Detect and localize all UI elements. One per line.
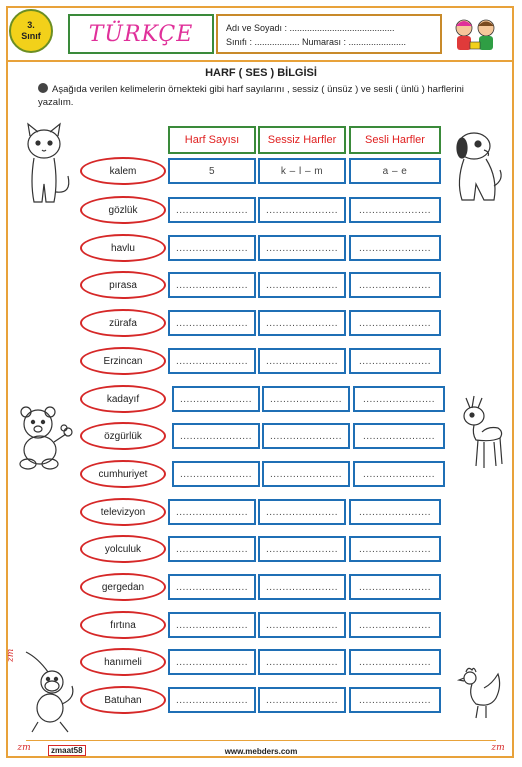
grade-badge xyxy=(9,9,53,53)
grade-number: 3. xyxy=(27,20,35,30)
answer-cell[interactable]: ...................... xyxy=(168,348,256,374)
answer-cell[interactable]: ...................... xyxy=(168,272,256,298)
word-oval: pırasa xyxy=(80,271,166,299)
word-oval: fırtına xyxy=(80,611,166,639)
answer-cell[interactable]: ...................... xyxy=(168,574,256,600)
answer-cell[interactable]: ...................... xyxy=(349,536,441,562)
answer-cell[interactable]: ...................... xyxy=(349,574,441,600)
answer-cell[interactable]: ...................... xyxy=(353,461,445,487)
instruction-text xyxy=(38,83,500,109)
answer-cell[interactable]: ...................... xyxy=(349,687,441,713)
footer-divider xyxy=(26,740,496,741)
word-oval: televizyon xyxy=(80,498,166,526)
answer-cell[interactable]: ...................... xyxy=(258,310,346,336)
word-oval: cumhuriyet xyxy=(80,460,166,488)
subject-title: TÜRKÇE xyxy=(88,21,194,47)
kids-illustration xyxy=(444,14,506,54)
answer-cell[interactable]: ...................... xyxy=(258,499,346,525)
word-oval: zürafa xyxy=(80,309,166,337)
deer-illustration xyxy=(452,392,508,474)
teddy-bear-illustration xyxy=(14,404,76,470)
answer-cell[interactable]: ...................... xyxy=(353,386,445,412)
answer-cell[interactable]: ...................... xyxy=(168,687,256,713)
answer-cell[interactable]: ...................... xyxy=(349,499,441,525)
author-tag: zmaat58 xyxy=(48,745,86,756)
answer-cell[interactable]: ...................... xyxy=(349,612,441,638)
answer-cell[interactable]: ...................... xyxy=(168,197,256,223)
word-oval: gözlük xyxy=(80,196,166,224)
rooster-illustration xyxy=(454,664,504,722)
answer-cell[interactable]: ...................... xyxy=(349,235,441,261)
answer-cell[interactable]: ...................... xyxy=(349,197,441,223)
example-count-cell: 5 xyxy=(168,158,256,184)
example-consonants-cell: k – l – m xyxy=(258,158,346,184)
example-word-oval: kalem xyxy=(80,157,166,185)
answer-cell[interactable]: ...................... xyxy=(168,536,256,562)
side-mark-bottom: zm xyxy=(6,648,16,662)
answer-cell[interactable]: ...................... xyxy=(168,235,256,261)
answer-cell[interactable]: ...................... xyxy=(258,272,346,298)
monkey-illustration xyxy=(18,648,80,736)
cat-illustration xyxy=(18,122,74,210)
word-oval: gergedan xyxy=(80,573,166,601)
answer-cell[interactable]: ...................... xyxy=(258,612,346,638)
word-oval: yolculuk xyxy=(80,535,166,563)
answer-cell[interactable]: ...................... xyxy=(168,612,256,638)
answer-cell[interactable]: ...................... xyxy=(258,649,346,675)
answer-cell[interactable]: ...................... xyxy=(258,235,346,261)
column-header: Harf Sayısı xyxy=(168,126,256,154)
answer-cell[interactable]: ...................... xyxy=(349,649,441,675)
word-oval: hanımeli xyxy=(80,648,166,676)
word-oval: özgürlük xyxy=(80,422,166,450)
answer-cell[interactable]: ...................... xyxy=(168,310,256,336)
worksheet-heading: HARF ( SES ) BİLGİSİ xyxy=(205,67,317,79)
name-field[interactable]: Adı ve Soyadı : .......................................... xyxy=(226,23,395,33)
answer-cell[interactable]: ...................... xyxy=(168,499,256,525)
header-divider xyxy=(8,60,512,62)
answer-cell[interactable]: ...................... xyxy=(258,197,346,223)
dog-illustration xyxy=(448,126,506,206)
student-info-box xyxy=(216,14,442,54)
answer-cell[interactable]: ...................... xyxy=(258,687,346,713)
footer-mark-left: zm xyxy=(17,743,31,753)
answer-cell[interactable]: ...................... xyxy=(262,423,350,449)
answer-cell[interactable]: ...................... xyxy=(349,348,441,374)
example-vowels-cell: a – e xyxy=(349,158,441,184)
flower-bullet-icon xyxy=(38,83,48,93)
answer-cell[interactable]: ...................... xyxy=(349,272,441,298)
instruction-body: Aşağıda verilen kelimelerin örnekteki gibi harf sayılarını , sessiz ( ünsüz ) ve sesli ( ünlü ) harflerini yazalım. xyxy=(38,84,464,108)
answer-cell[interactable]: ...................... xyxy=(262,386,350,412)
answer-cell[interactable]: ...................... xyxy=(349,310,441,336)
answer-cell[interactable]: ...................... xyxy=(172,461,260,487)
word-oval: havlu xyxy=(80,234,166,262)
word-oval: kadayıf xyxy=(80,385,166,413)
footer-mark-right: zm xyxy=(491,743,505,753)
answer-cell[interactable]: ...................... xyxy=(258,536,346,562)
class-number-field[interactable]: Sınıfı : .................. Numarası : ....................... xyxy=(226,37,407,47)
subject-title-box xyxy=(68,14,214,54)
column-header: Sesli Harfler xyxy=(349,126,441,154)
answer-cell[interactable]: ...................... xyxy=(172,423,260,449)
answer-cell[interactable]: ...................... xyxy=(262,461,350,487)
grade-label: Sınıf xyxy=(21,31,41,41)
answer-cell[interactable]: ...................... xyxy=(258,574,346,600)
answer-cell[interactable]: ...................... xyxy=(353,423,445,449)
word-oval: Erzincan xyxy=(80,347,166,375)
column-header: Sessiz Harfler xyxy=(258,126,346,154)
answer-cell[interactable]: ...................... xyxy=(172,386,260,412)
answer-cell[interactable]: ...................... xyxy=(258,348,346,374)
answer-cell[interactable]: ...................... xyxy=(168,649,256,675)
word-oval: Batuhan xyxy=(80,686,166,714)
page-frame xyxy=(6,6,514,758)
website-link[interactable]: www.mebders.com xyxy=(224,747,298,756)
